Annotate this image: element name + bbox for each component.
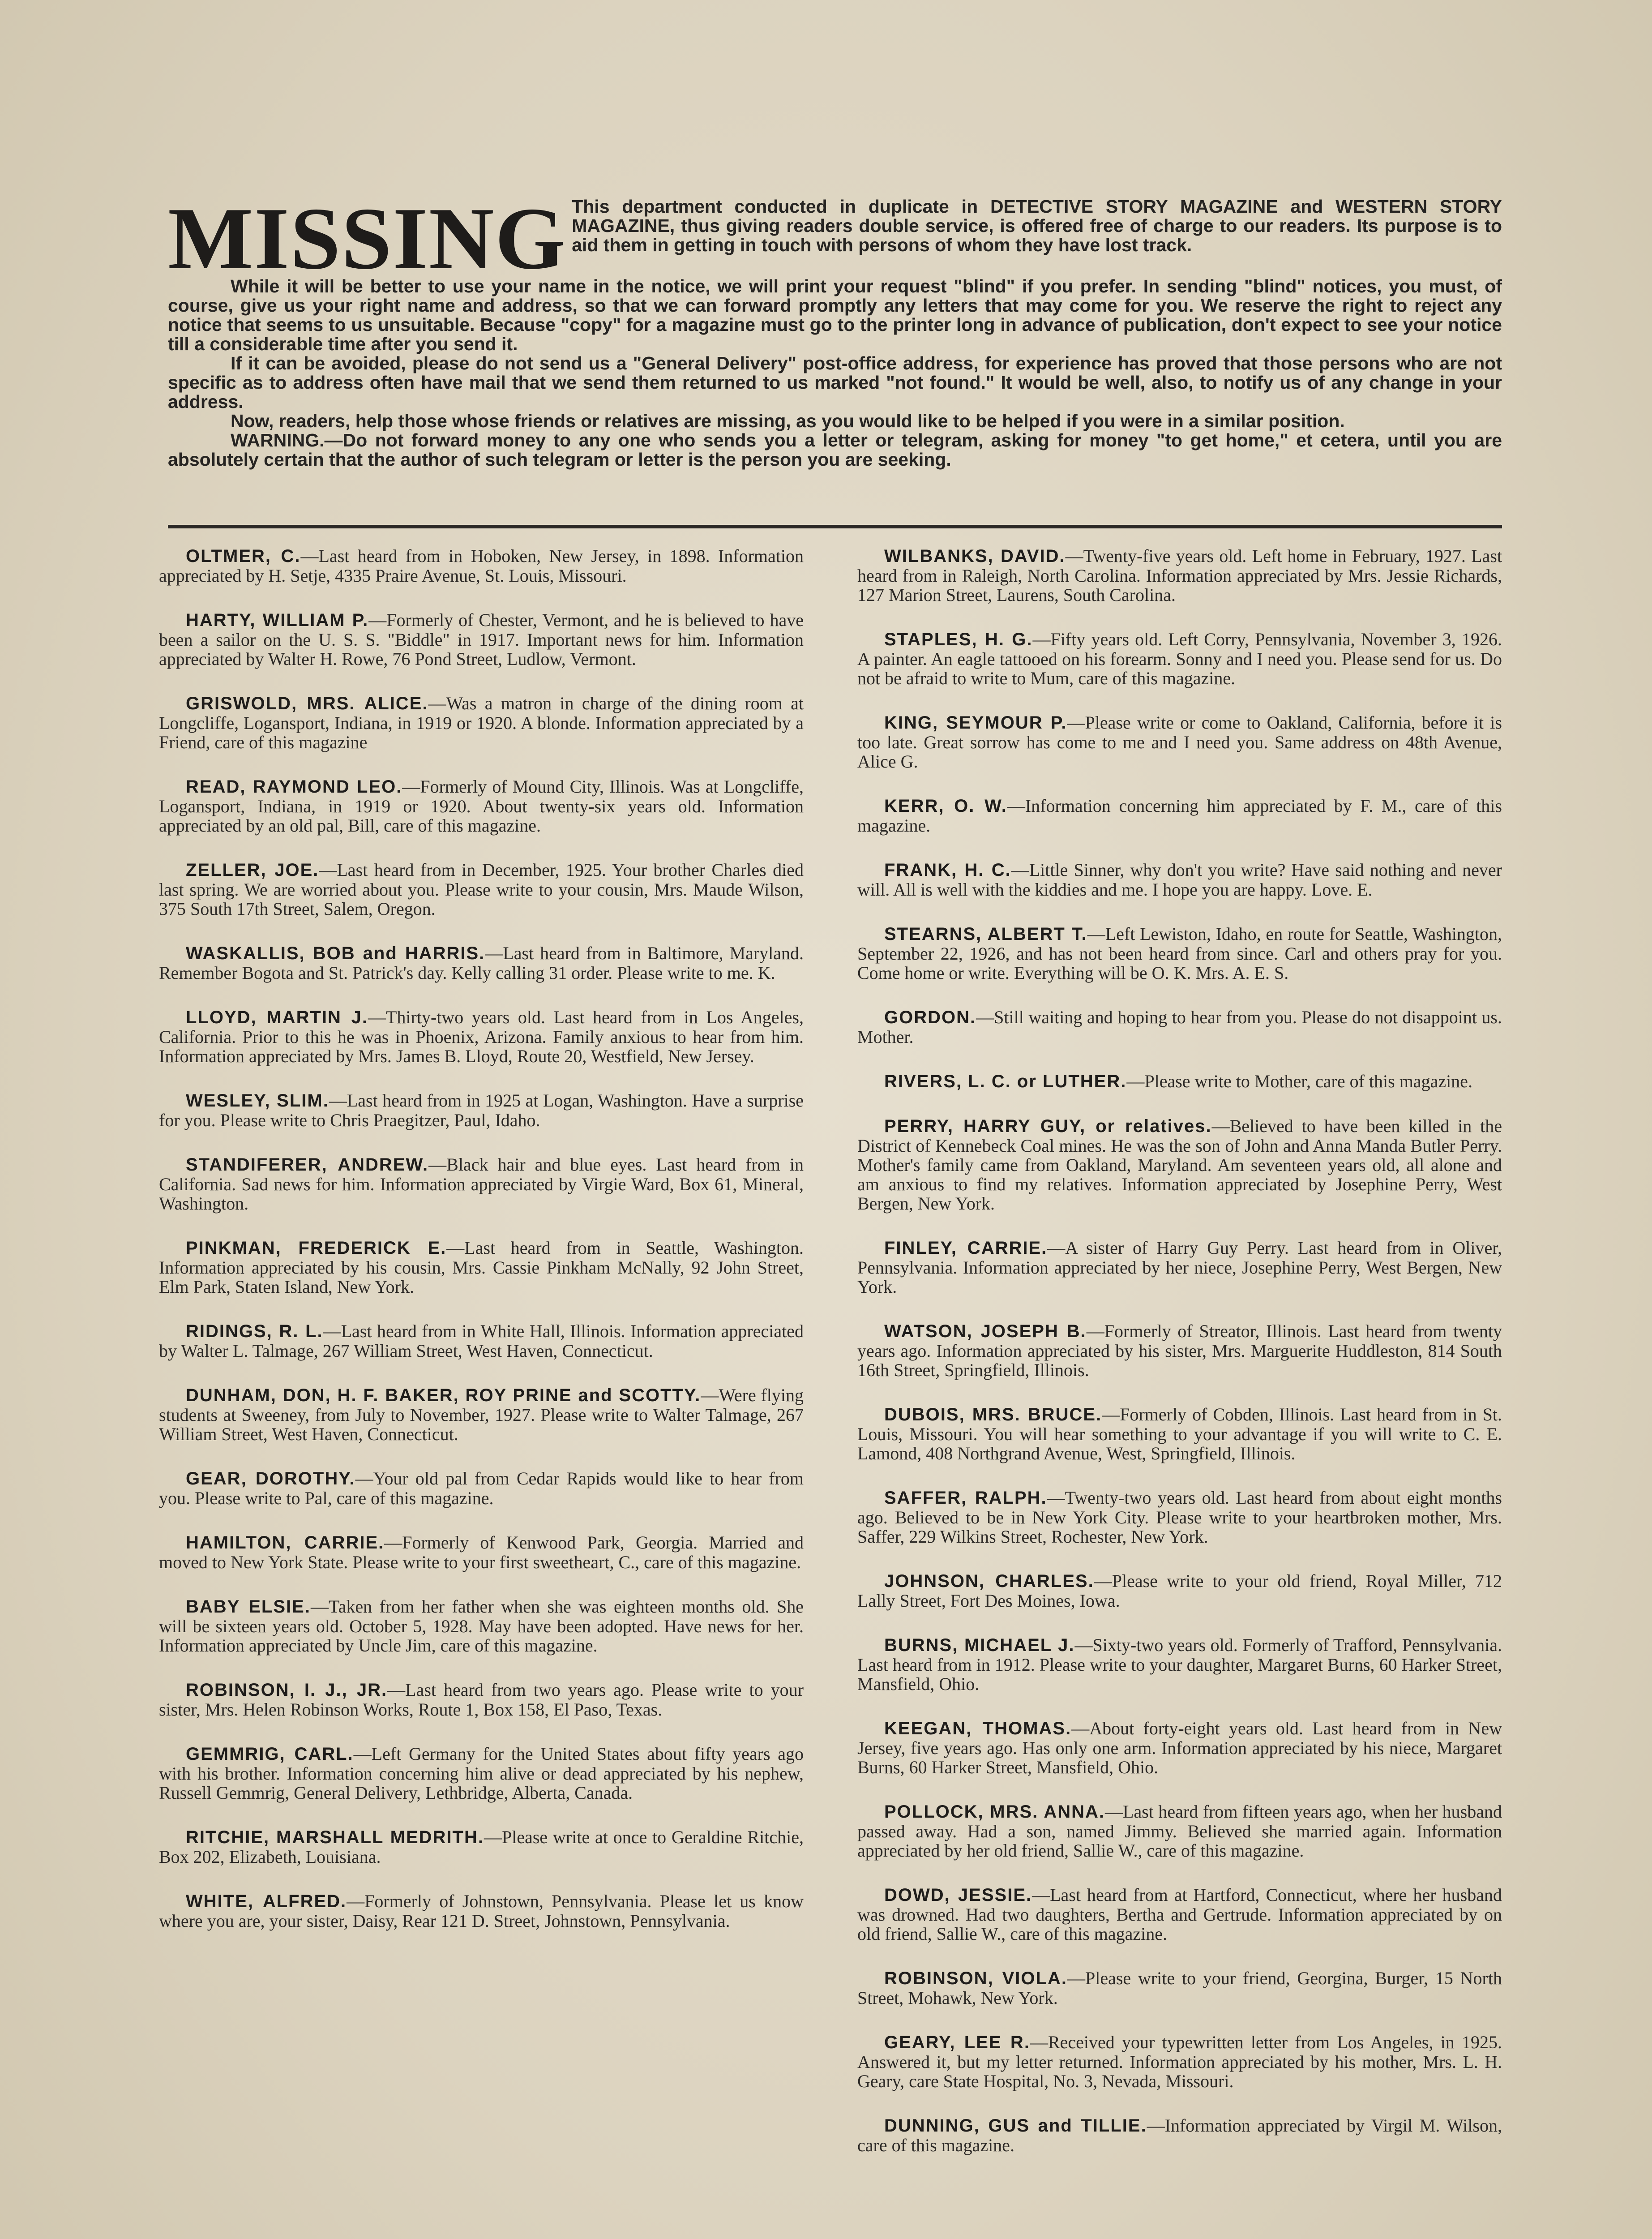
missing-entry: [857, 796, 1502, 835]
entry-name: KING, SEYMOUR P.: [884, 713, 1067, 733]
missing-entry: [857, 1405, 1502, 1463]
missing-header: [168, 189, 1502, 470]
entry-name: KEEGAN, THOMAS.: [884, 1719, 1072, 1738]
entry-text: —Was a matron in charge of the dining room at Longcliffe, Logansport, Indiana, in 1919 or 1920. A blonde. Information appreciated by a Friend, care of this magazine: [159, 693, 804, 752]
missing-entry: [857, 860, 1502, 899]
missing-entry: [159, 1827, 804, 1866]
missing-entry: [159, 1680, 804, 1719]
missing-entry: [857, 2033, 1502, 2091]
entry-name: PINKMAN, FREDERICK E.: [186, 1238, 447, 1258]
missing-entry: [857, 1635, 1502, 1694]
missing-entry: [159, 546, 804, 585]
entry-text: —Twenty-five years old. Left home in February, 1927. Last heard from in Raleigh, North Carolina. Information appreciated by Mrs. Jessie Richards, 127 Marion Street, Laurens, South Carolina.: [857, 546, 1502, 605]
intro-paragraph: While it will be better to use your name in the notice, we will print your request "blind" if you prefer. In sending "blind" notices, you must, of course, give us your right name and address, so that we can forward promptly any letters that may come for you. We reserve the right to reject any notice that seems to us unsuitable. Because "copy" for a magazine must go to the printer long in advance of publication, don't expect to see your notice till a considerable time after you send it.: [168, 276, 1502, 354]
entry-name: GRISWOLD, MRS. ALICE.: [186, 694, 428, 713]
entry-text: —Information appreciated by Virgil M. Wilson, care of this magazine.: [857, 2115, 1502, 2155]
entry-name: WATSON, JOSEPH B.: [884, 1321, 1087, 1341]
entry-name: STEARNS, ALBERT T.: [884, 924, 1087, 944]
missing-entry: [857, 546, 1502, 605]
entry-name: BABY ELSIE.: [186, 1597, 311, 1617]
intro-paragraph: Now, readers, help those whose friends or relatives are missing, as you would like to be helped if you were in a similar position.: [231, 411, 1345, 431]
entry-text: —Last heard from fifteen years ago, when her husband passed away. Had a son, named Jimmy. Believed she married again. Information appreciated by her old friend, Sallie W., care of this magazine.: [857, 1801, 1502, 1861]
entry-text: —Your old pal from Cedar Rapids would like to hear from you. Please write to Pal, care of this magazine.: [159, 1468, 804, 1508]
entry-name: JOHNSON, CHARLES.: [884, 1571, 1094, 1591]
missing-entry: [159, 1469, 804, 1508]
entry-text: —Formerly of Cobden, Illinois. Last heard from in St. Louis, Missouri. You will hear something to your advantage if you will write to C. E. Lamond, 408 Northgrand Avenue, West, Springfield, Illinois.: [857, 1404, 1502, 1463]
entry-name: KERR, O. W.: [884, 796, 1007, 816]
missing-entry: [857, 1488, 1502, 1546]
entry-text: —Fifty years old. Left Corry, Pennsylvania, November 3, 1926. A painter. An eagle tattooed on his forearm. Sonny and I need you. Please send for us. Do not be afraid to write to Mum, care of this magazine.: [857, 629, 1502, 688]
missing-entry: [159, 944, 804, 982]
missing-entry: [159, 777, 804, 835]
entry-name: STAPLES, H. G.: [884, 630, 1033, 649]
left-column: [159, 546, 804, 1956]
missing-entry: [159, 1091, 804, 1130]
entry-name: FRANK, H. C.: [884, 860, 1011, 880]
entry-name: WHITE, ALFRED.: [186, 1892, 347, 1911]
missing-entry: [159, 1597, 804, 1655]
entry-name: GEMMRIG, CARL.: [186, 1744, 354, 1764]
entry-name: LLOYD, MARTIN J.: [186, 1008, 368, 1027]
entry-name: STANDIFERER, ANDREW.: [186, 1155, 429, 1175]
entry-name: PERRY, HARRY GUY, or relatives.: [884, 1116, 1212, 1136]
page-title: MISSING: [168, 189, 566, 287]
missing-entry: [159, 1892, 804, 1930]
entry-text: —Left Germany for the United States about fifty years ago with his brother. Information concerning him alive or dead appreciated by his nephew, Russell Gemmrig, General Delivery, Lethbridge, Alberta, Canada.: [159, 1744, 804, 1803]
entry-name: HAMILTON, CARRIE.: [186, 1533, 385, 1553]
entry-text: —A sister of Harry Guy Perry. Last heard from in Oliver, Pennsylvania. Information appreciated by her niece, Josephine Perry, West Bergen, New York.: [857, 1238, 1502, 1297]
missing-entry: [159, 610, 804, 669]
missing-entry: [159, 860, 804, 918]
missing-entry: [857, 1238, 1502, 1296]
entry-name: POLLOCK, MRS. ANNA.: [884, 1802, 1105, 1822]
intro-paragraph: This department conducted in duplicate in DETECTIVE STORY MAGAZINE and WESTERN STORY MAGAZINE, thus giving readers double service, is offered free of charge to our readers. Its purpose is to aid them in getting in touch with persons of whom they have lost track.: [572, 196, 1502, 255]
missing-entry: [159, 1155, 804, 1213]
entry-text: —Thirty-two years old. Last heard from in Los Angeles, California. Prior to this he was in Phoenix, Arizona. Family anxious to hear from him. Information appreciated by Mrs. James B. Lloyd, Route 20, Westfield, New Jersey.: [159, 1007, 804, 1066]
missing-entry: [857, 1802, 1502, 1860]
entry-name: RIDINGS, R. L.: [186, 1321, 323, 1341]
entry-text: —Please write to your friend, Georgina, Burger, 15 North Street, Mohawk, New York.: [857, 1968, 1502, 2008]
missing-entry: [857, 1008, 1502, 1047]
entry-name: DUBOIS, MRS. BRUCE.: [884, 1405, 1102, 1424]
missing-entry: [857, 1072, 1502, 1091]
entry-name: HARTY, WILLIAM P.: [186, 610, 369, 630]
entry-text: —Left Lewiston, Idaho, en route for Seattle, Washington, September 22, 1926, and has not been heard from since. Carl and others pray for you. Come home or write. Everything will be O. K. Mrs. A. E. S.: [857, 924, 1502, 983]
warning-paragraph: WARNING.—Do not forward money to any one who sends you a letter or telegram, asking for money "to get home," et cetera, until you are absolutely certain that the author of such telegram or letter is the person you are seeking.: [168, 430, 1502, 470]
entry-name: GEAR, DOROTHY.: [186, 1469, 355, 1488]
entry-text: —Formerly of Kenwood Park, Georgia. Married and moved to New York State. Please write to your first sweetheart, C., care of this magazine.: [159, 1532, 804, 1572]
entry-text: —Please write to Mother, care of this magazine.: [1126, 1071, 1472, 1091]
entry-text: —Last heard from in 1925 at Logan, Washington. Have a surprise for you. Please write to Chris Praegitzer, Paul, Idaho.: [159, 1090, 804, 1130]
entry-name: READ, RAYMOND LEO.: [186, 777, 402, 797]
missing-entry: [159, 1744, 804, 1802]
entry-text: —Last heard from in White Hall, Illinois. Information appreciated by Walter L. Talmage, 267 William Street, West Haven, Connecticut.: [159, 1321, 804, 1361]
entry-text: —Black hair and blue eyes. Last heard from in California. Sad news for him. Information appreciated by Virgie Ward, Box 61, Mineral, Washington.: [159, 1154, 804, 1214]
entry-text: —Received your typewritten letter from Los Angeles, in 1925. Answered it, but my letter returned. Information appreciated by his mother, Mrs. L. H. Geary, care State Hospital, No. 3, Nevada, Missouri.: [857, 2032, 1502, 2091]
missing-entry: [159, 1385, 804, 1444]
missing-entry: [857, 1571, 1502, 1610]
entry-name: DUNNING, GUS and TILLIE.: [884, 2116, 1147, 2136]
entry-text: —Last heard from in Hoboken, New Jersey, in 1898. Information appreciated by H. Setje, 4335 Praire Avenue, St. Louis, Missouri.: [159, 546, 804, 586]
entry-text: —Formerly of Streator, Illinois. Last heard from twenty years ago. Information appreciated by his sister, Mrs. Marguerite Huddleston, 814 South 16th Street, Springfield, Illinois.: [857, 1321, 1502, 1380]
missing-entry: [159, 1238, 804, 1296]
missing-entry: [857, 1321, 1502, 1380]
entry-name: ROBINSON, I. J., JR.: [186, 1680, 388, 1700]
entry-text: —Still waiting and hoping to hear from you. Please do not disappoint us. Mother.: [857, 1007, 1502, 1047]
missing-entry: [857, 1116, 1502, 1213]
entry-text: —Taken from her father when she was eighteen months old. She will be sixteen years old. October 5, 1928. May have been adopted. Have news for her. Information appreciated by Uncle Jim, care of this magazine.: [159, 1596, 804, 1656]
entry-text: —Last heard from two years ago. Please write to your sister, Mrs. Helen Robinson Works, Route 1, Box 158, El Paso, Texas.: [159, 1680, 804, 1720]
missing-entry: [159, 1008, 804, 1066]
entry-name: ROBINSON, VIOLA.: [884, 1969, 1067, 1988]
entry-name: FINLEY, CARRIE.: [884, 1238, 1048, 1258]
missing-entry: [857, 630, 1502, 688]
entry-name: WESLEY, SLIM.: [186, 1091, 329, 1111]
missing-entry: [857, 2116, 1502, 2155]
entry-text: —Were flying students at Sweeney, from July to November, 1927. Please write to Walter Talmage, 267 William Street, West Haven, Connecticut.: [159, 1385, 804, 1444]
missing-entry: [159, 1533, 804, 1572]
entry-name: GEARY, LEE R.: [884, 2033, 1030, 2052]
entry-text: —Formerly of Chester, Vermont, and he is believed to have been a sailor on the U. S. S. "Biddle" in 1917. Important news for him. Information appreciated by Walter H. Rowe, 76 Pond Street, Ludlow, Vermont.: [159, 610, 804, 669]
entry-name: SAFFER, RALPH.: [884, 1488, 1047, 1508]
entry-text: —Believed to have been killed in the District of Kennebeck Coal mines. He was the son of John and Anna Manda Butler Perry. Mother's family came from Oakland, Maryland. Am seventeen years old, all alone and am anxious to find my relatives. Information appreciated by Josephine Perry, West Bergen, New York.: [857, 1116, 1502, 1214]
entry-name: WASKALLIS, BOB and HARRIS.: [186, 944, 485, 963]
header-divider: [168, 525, 1502, 528]
entry-text: —Please write to your old friend, Royal Miller, 712 Lally Street, Fort Des Moines, Iowa.: [857, 1571, 1502, 1611]
missing-entry: [857, 1885, 1502, 1943]
entry-text: —About forty-eight years old. Last heard from in New Jersey, five years ago. Has only one arm. Information appreciated by his niece, Margaret Burns, 60 Harker Street, Mansfield, Ohio.: [857, 1718, 1502, 1777]
entry-name: ZELLER, JOE.: [186, 860, 319, 880]
entry-name: RIVERS, L. C. or LUTHER.: [884, 1072, 1127, 1091]
missing-entry: [857, 713, 1502, 771]
entry-text: —Last heard from in Seattle, Washington. Information appreciated by his cousin, Mrs. Cassie Pinkham McNally, 92 John Street, Elm Park, Staten Island, New York.: [159, 1238, 804, 1297]
missing-entry: [159, 694, 804, 752]
missing-entry: [159, 1321, 804, 1360]
entry-text: —Little Sinner, why don't you write? Have said nothing and never will. All is well with the kiddies and me. I hope you are happy. Love. E.: [857, 860, 1502, 900]
entry-text: —Formerly of Mound City, Illinois. Was at Longcliffe, Logansport, Indiana, in 1919 or 1920. About twenty-six years old. Information appreciated by an old pal, Bill, care of this magazine.: [159, 776, 804, 836]
entry-name: WILBANKS, DAVID.: [884, 546, 1066, 566]
entry-text: —Twenty-two years old. Last heard from about eight months ago. Believed to be in New York City. Please write to your heartbroken mother, Mrs. Saffer, 229 Wilkins Street, Rochester, New York.: [857, 1488, 1502, 1547]
entry-text: —Sixty-two years old. Formerly of Trafford, Pennsylvania. Last heard from in 1912. Please write to your daughter, Margaret Burns, 60 Harker Street, Mansfield, Ohio.: [857, 1635, 1502, 1694]
intro-paragraph: If it can be avoided, please do not send us a "General Delivery" post-office address, for experience has proved that those persons who are not specific as to address often have mail that we send them returned to us marked "not found." It would be well, also, to notify us of any change in your address.: [168, 353, 1502, 412]
entry-name: BURNS, MICHAEL J.: [884, 1635, 1075, 1655]
entry-text: —Please write at once to Geraldine Ritchie, Box 202, Elizabeth, Louisiana.: [159, 1827, 804, 1867]
entry-text: —Last heard from in Baltimore, Maryland. Remember Bogota and St. Patrick's day. Kelly calling 31 order. Please write to me. K.: [159, 943, 804, 983]
entry-text: —Last heard from in December, 1925. Your brother Charles died last spring. We are worried about you. Please write to your cousin, Mrs. Maude Wilson, 375 South 17th Street, Salem, Oregon.: [159, 860, 804, 919]
right-column: [857, 546, 1502, 2180]
entry-text: —Please write or come to Oakland, California, before it is too late. Great sorrow has come to me and I need you. Same address on 48th Avenue, Alice G.: [857, 712, 1502, 772]
entry-text: —Last heard from at Hartford, Connecticut, where her husband was drowned. Had two daughters, Bertha and Gertrude. Information appreciated by on old friend, Sallie W., care of this magazine.: [857, 1885, 1502, 1944]
missing-entry: [857, 1719, 1502, 1777]
entry-name: DOWD, JESSIE.: [884, 1885, 1032, 1905]
missing-entry: [857, 924, 1502, 982]
entry-text: —Information concerning him appreciated by F. M., care of this magazine.: [857, 796, 1502, 836]
entry-text: —Formerly of Johnstown, Pennsylvania. Please let us know where you are, your sister, Daisy, Rear 121 D. Street, Johnstown, Pennsylvania.: [159, 1891, 804, 1931]
entry-name: DUNHAM, DON, H. F. BAKER, ROY PRINE and SCOTTY.: [186, 1385, 701, 1405]
missing-entry: [857, 1969, 1502, 2007]
entry-name: RITCHIE, MARSHALL MEDRITH.: [186, 1827, 484, 1847]
entry-name: GORDON.: [884, 1008, 976, 1027]
entry-name: OLTMER, C.: [186, 546, 301, 566]
